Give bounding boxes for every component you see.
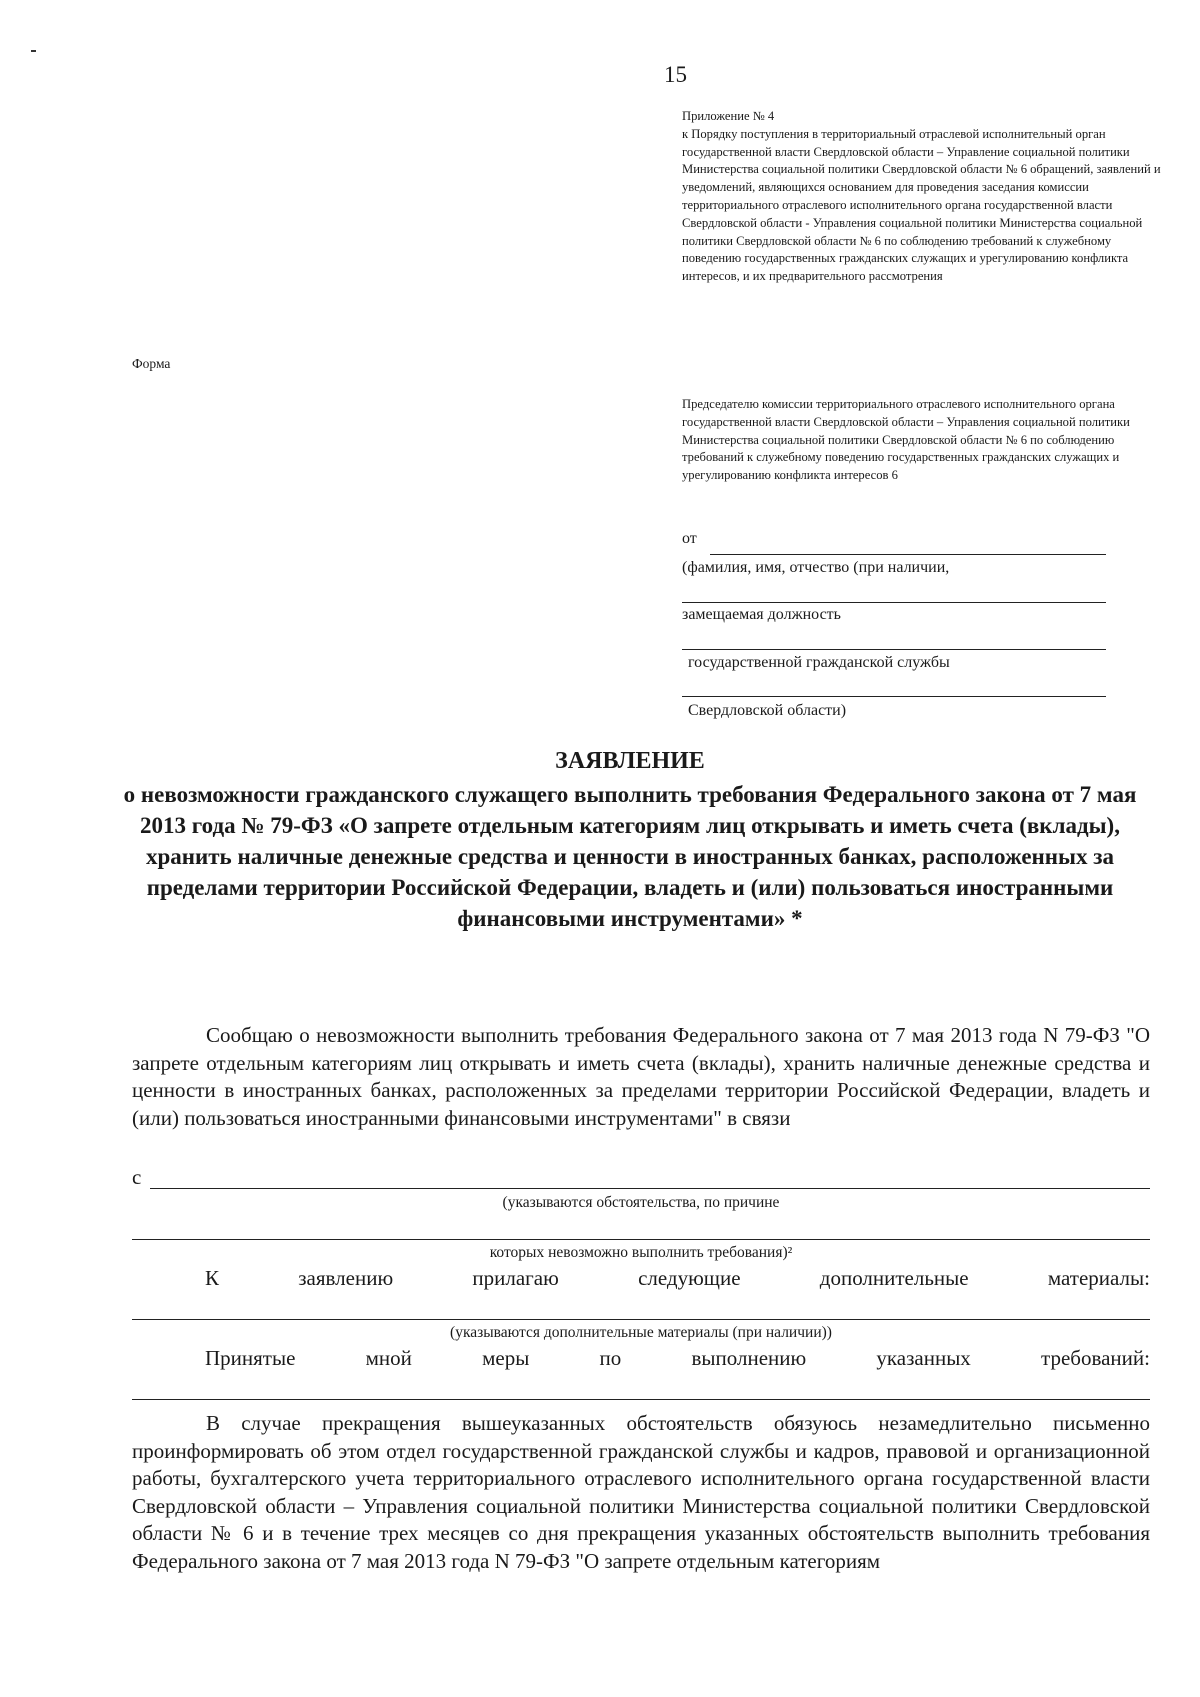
materials-line: [132, 1318, 1150, 1320]
measures-word: мной: [365, 1346, 412, 1370]
s-prefix: с: [132, 1165, 142, 1189]
measures-word: выполнению: [691, 1346, 807, 1370]
from-caption-service: государственной гражданской службы: [688, 654, 950, 671]
circumstances-line-2: [132, 1238, 1150, 1240]
measures-line: [132, 1398, 1150, 1400]
document-title: [120, 746, 1140, 934]
appendix-label: Приложение № 4: [682, 109, 775, 123]
attach-word: К: [205, 1266, 220, 1290]
from-line-3: [682, 648, 1106, 650]
attach-row: [205, 1266, 1150, 1291]
form-label: Форма: [132, 356, 171, 371]
from-caption-region: Свердловской области): [688, 702, 847, 719]
from-name-line: [710, 553, 1106, 555]
paragraph-obligation: В случае прекращения вышеуказанных обстоятельств обязуюсь незамедлительно письменно проинформировать об этом отдел государственной гражданской службы и кадров, правовой и организационной работы, бухгалтерского учета территориального отраслевого исполнительного органа государственной власти Свердловской области – Управления социальной политики Министерства социальной политики Свердловской области № 6 и в течение трех месяцев со дня прекращения указанных обстоятельств выполнить требования Федерального закона от 7 мая 2013 года N 79-ФЗ "О запрете отдельным категориям: [132, 1411, 1150, 1573]
appendix-text: к Порядку поступления в территориальный отраслевой исполнительный орган государственной власти Свердловской области – Управление социальной политики Министерства социальной политики Свердловской области № 6 обращений, заявлений и уведомлений, являющихся основанием для проведения заседания комиссии территориального отраслевого исполнительного органа государственной власти Свердловской области - Управления социальной политики Министерства социальной политики Свердловской области № 6 по соблюдению требований к служебному поведению государственных гражданских служащих и урегулированию конфликта интересов, и их предварительного рассмотрения: [682, 126, 1161, 284]
measures-word: Принятые: [205, 1346, 296, 1370]
measures-word: меры: [482, 1346, 530, 1370]
from-caption-position: замещаемая должность: [682, 606, 841, 623]
from-label: от: [682, 530, 697, 547]
caption-circumstances: (указываются обстоятельства, по причине: [502, 1194, 780, 1211]
caption-impossible: которых невозможно выполнить требования)²: [489, 1244, 793, 1261]
attach-word: дополнительные: [819, 1266, 969, 1290]
measures-word: по: [599, 1346, 622, 1370]
from-line-4: [682, 695, 1106, 697]
circumstances-line-1: [150, 1187, 1150, 1189]
from-line-2: [682, 601, 1106, 603]
from-caption-fio: (фамилия, имя, отчество (при наличии,: [682, 559, 950, 576]
measures-word: требований:: [1041, 1346, 1150, 1370]
paragraph-statement: Сообщаю о невозможности выполнить требования Федерального закона от 7 мая 2013 года N 79-ФЗ "О запрете отдельным категориям лиц открывать и иметь счета (вклады), хранить наличные денежные средства и ценности в иностранных банках, расположенных за пределами территории Российской Федерации, владеть и (или) пользоваться иностранными финансовыми инструментами" в связи: [132, 1023, 1150, 1130]
attach-word: материалы:: [1047, 1266, 1150, 1290]
attach-word: заявлению: [298, 1266, 394, 1290]
appendix-note: [682, 108, 1162, 286]
title-subtitle: о невозможности гражданского служащего выполнить требования Федерального закона от 7 мая 2013 года № 79-ФЗ «О запрете отдельным категориям лиц открывать и иметь счета (вклады), хранить наличные денежные средства и ценности в иностранных банках, расположенных за пределами территории Российской Федерации, владеть и (или) пользоваться иностранными финансовыми инструментами» *: [123, 782, 1137, 931]
title-main: ЗАЯВЛЕНИЕ: [555, 748, 705, 774]
page-number: 15: [664, 62, 687, 87]
from-row: [682, 530, 1102, 548]
addressee-block: Председателю комиссии территориального отраслевого исполнительного органа государственной власти Свердловской области – Управления социальной политики Министерства социальной политики Свердловской области № 6 по соблюдению требований к служебному поведению государственных гражданских служащих и урегулированию конфликта интересов 6: [682, 397, 1130, 483]
attach-word: прилагаю: [472, 1266, 559, 1290]
measures-word: указанных: [876, 1346, 971, 1370]
caption-materials: (указываются дополнительные материалы (при наличии)): [450, 1324, 832, 1341]
attach-word: следующие: [638, 1266, 741, 1290]
measures-row: [205, 1346, 1150, 1371]
scan-mark: [31, 50, 36, 52]
